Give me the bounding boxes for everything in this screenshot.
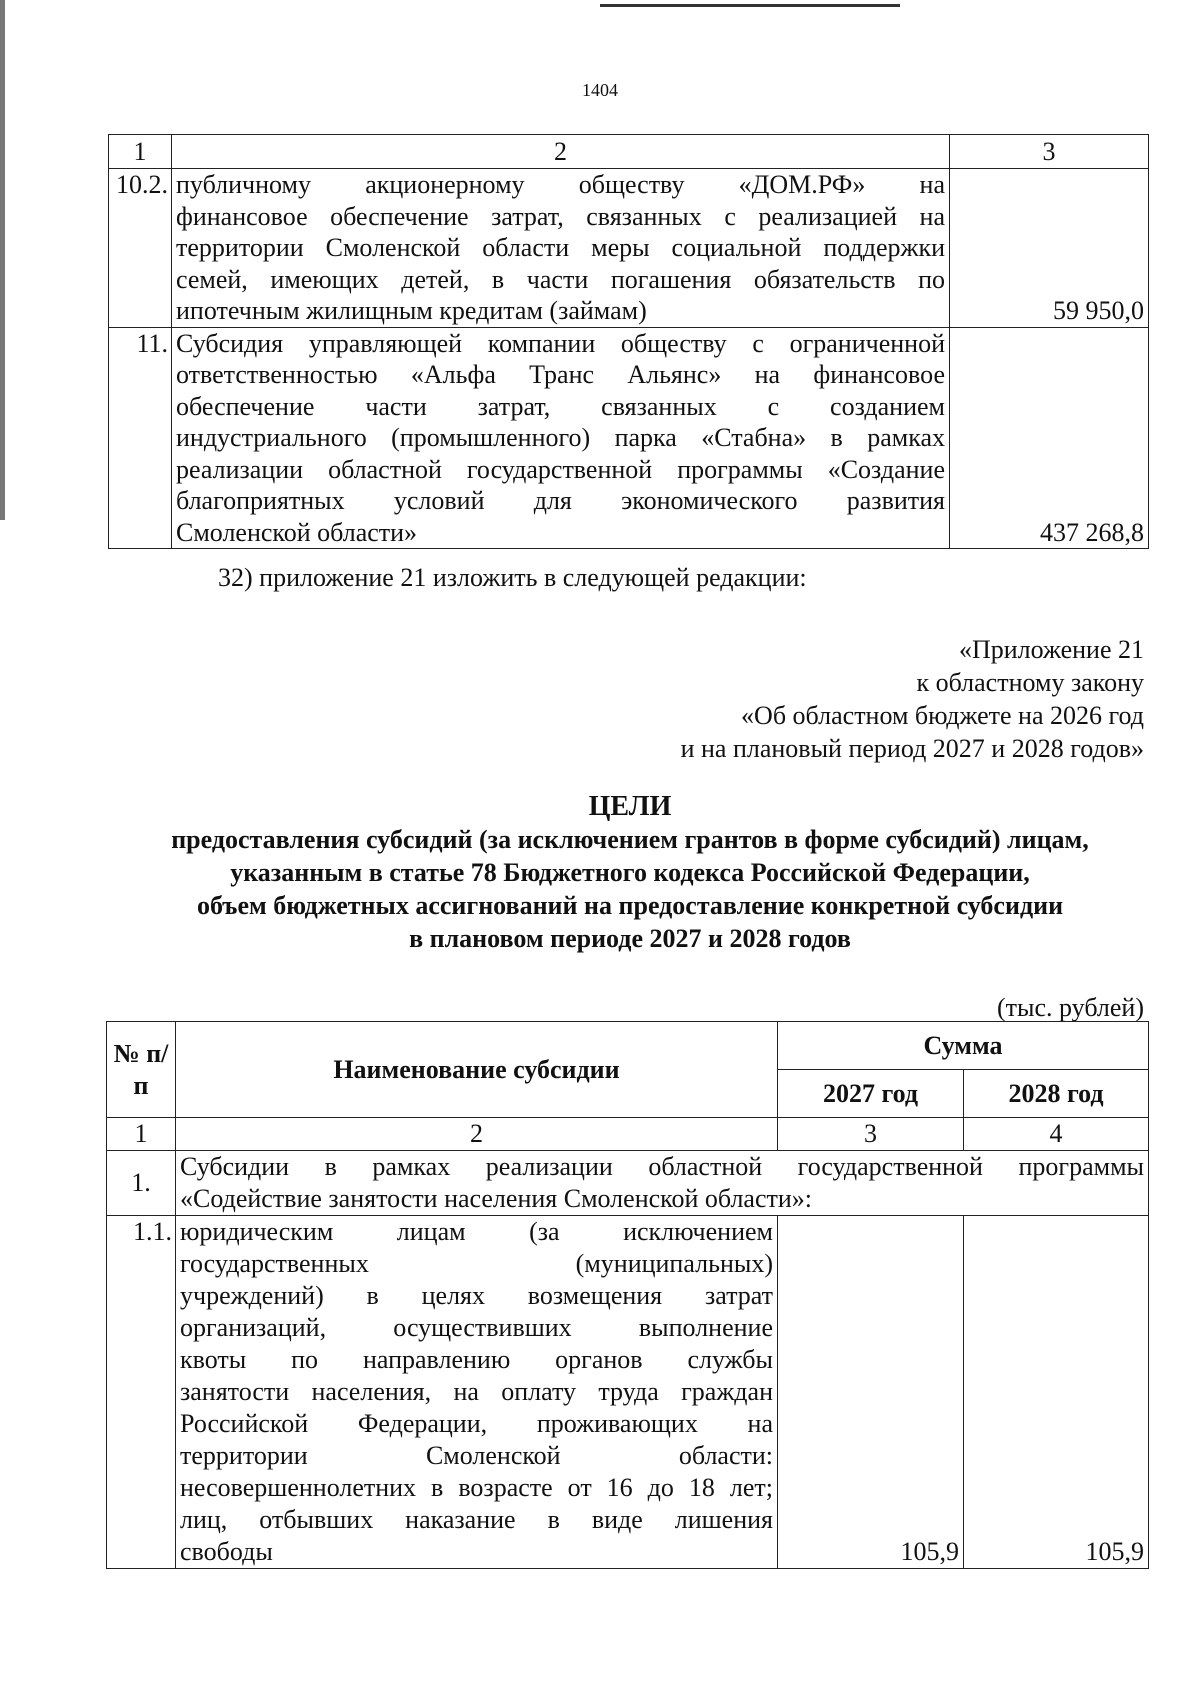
row-description bbox=[176, 1216, 778, 1569]
scan-artifact-line bbox=[600, 4, 900, 7]
appendix-line: к областному закону bbox=[916, 668, 1144, 697]
table-row bbox=[109, 169, 1149, 328]
title-line: предоставления субсидий (за исключением грантов в форме субсидий) лицам, bbox=[171, 825, 1089, 854]
text-line: Смоленской области» bbox=[176, 517, 418, 547]
text-line: «Содействие занятости населения Смоленской области»: bbox=[180, 1184, 813, 1213]
text-line: территории Смоленской области меры социальной поддержки bbox=[176, 233, 945, 262]
text-line: территории Смоленской области: bbox=[180, 1441, 773, 1470]
text-line: юридическим лицам (за исключением bbox=[180, 1217, 773, 1246]
title-main: ЦЕЛИ bbox=[588, 791, 672, 822]
row-description bbox=[176, 1151, 1149, 1216]
text-line: квоты по направлению органов службы bbox=[180, 1345, 773, 1374]
text-line: организаций, осуществивших выполнение bbox=[180, 1313, 773, 1342]
amendment-paragraph: 32) приложение 21 изложить в следующей редакции: bbox=[218, 563, 807, 592]
text-line: благоприятных условий для экономического развития bbox=[176, 486, 945, 515]
row-number: 1. bbox=[107, 1151, 176, 1216]
appendix-line: и на плановый период 2027 и 2028 годов» bbox=[680, 734, 1144, 763]
text-line: Российской Федерации, проживающих на bbox=[180, 1409, 773, 1438]
col-number-2: 2 bbox=[172, 135, 950, 169]
text-line: свободы bbox=[180, 1537, 273, 1566]
row-description bbox=[172, 327, 950, 549]
text-line: Субсидии в рамках реализации областной государственной программы bbox=[180, 1152, 1144, 1181]
text-line: индустриального (промышленного) парка «Стабна» в рамках bbox=[176, 423, 945, 452]
text-line: Субсидия управляющей компании обществу с ограниченной bbox=[176, 328, 945, 358]
text-line: занятости населения, на оплату труда граждан bbox=[180, 1377, 773, 1406]
table-header-row bbox=[109, 135, 1149, 169]
title-line: объем бюджетных ассигнований на предоставление конкретной субсидии bbox=[196, 891, 1064, 920]
title-line: в плановом периоде 2027 и 2028 годов bbox=[409, 924, 851, 953]
text-line: ипотечным жилищным кредитам (займам) bbox=[176, 296, 647, 325]
text-line: финансовое обеспечение затрат, связанных с реализацией на bbox=[176, 201, 945, 231]
column-numbers-row bbox=[107, 1118, 1149, 1151]
appendix-line: «Приложение 21 bbox=[958, 635, 1144, 664]
col-number-3: 3 bbox=[778, 1118, 964, 1151]
col-number-3: 3 bbox=[950, 135, 1149, 169]
appendix-header bbox=[444, 633, 1144, 765]
row-number: 11. bbox=[109, 327, 172, 549]
text-line: ответственностью «Альфа Транс Альянс» на финансовое bbox=[176, 360, 945, 389]
col-number-2: 2 bbox=[176, 1118, 778, 1151]
row-value: 59 950,0 bbox=[950, 169, 1149, 328]
appendix-line: «Об областном бюджете на 2026 год bbox=[741, 701, 1144, 730]
row-number: 1.1. bbox=[107, 1216, 176, 1569]
page-number: 1404 bbox=[582, 80, 618, 100]
text-line: государственных (муниципальных) bbox=[180, 1249, 773, 1278]
table-row bbox=[107, 1216, 1149, 1569]
continuation-table bbox=[108, 134, 1149, 549]
value-2027: 105,9 bbox=[778, 1216, 964, 1569]
text-line: семей, имеющих детей, в части погашения обязательств по bbox=[176, 264, 945, 294]
col-number-1: 1 bbox=[107, 1118, 176, 1151]
subsidies-table bbox=[106, 1021, 1149, 1569]
row-number: 10.2. bbox=[109, 169, 172, 328]
col-number-1: 1 bbox=[109, 135, 172, 169]
value-2028: 105,9 bbox=[964, 1216, 1149, 1569]
text-line: несовершеннолетних в возрасте от 16 до 18 лет; bbox=[180, 1473, 773, 1502]
text-line: обеспечение части затрат, связанных с созданием bbox=[176, 391, 945, 421]
row-description bbox=[172, 169, 950, 328]
text-line: публичному акционерному обществу «ДОМ.РФ» на bbox=[176, 170, 945, 199]
table-row bbox=[109, 327, 1149, 549]
scan-artifact-edge bbox=[0, 0, 5, 520]
text-line: учреждений) в целях возмещения затрат bbox=[180, 1281, 773, 1310]
header-sum: Сумма bbox=[778, 1022, 1149, 1070]
col-number-4: 4 bbox=[964, 1118, 1149, 1151]
header-name: Наименование субсидии bbox=[176, 1022, 778, 1118]
row-value: 437 268,8 bbox=[950, 327, 1149, 549]
text-line: реализации областной государственной программы «Создание bbox=[176, 454, 945, 484]
table-row bbox=[107, 1151, 1149, 1216]
text-line: лиц, отбывших наказание в виде лишения bbox=[180, 1505, 773, 1534]
table-header-row bbox=[107, 1022, 1149, 1070]
header-year-2027: 2027 год bbox=[778, 1070, 964, 1118]
header-year-2028: 2028 год bbox=[964, 1070, 1149, 1118]
header-number: № п/п bbox=[107, 1022, 176, 1118]
document-title bbox=[0, 790, 1200, 955]
title-line: указанным в статье 78 Бюджетного кодекса Российской Федерации, bbox=[230, 858, 1030, 887]
units-label: (тыс. рублей) bbox=[996, 993, 1144, 1022]
